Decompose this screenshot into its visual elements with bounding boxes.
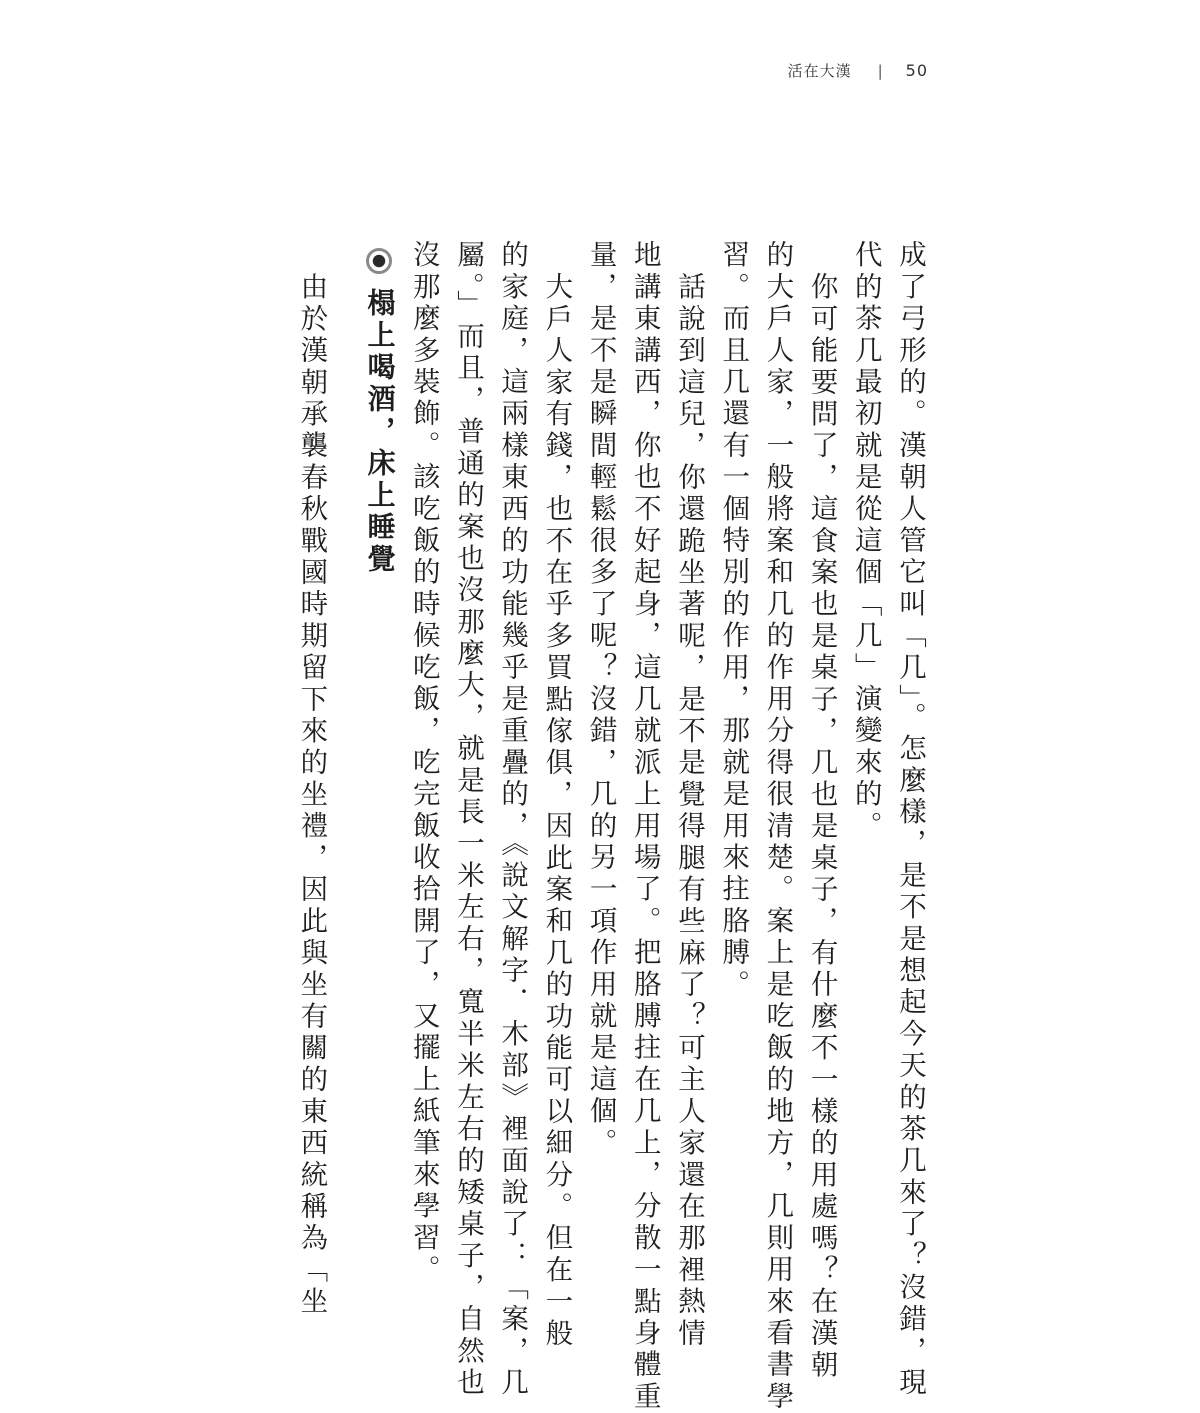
text-line: 你可能要問了，這食案也是桌子，几也是桌子，有什麼不一樣的用處嗎？在漢朝 [805,271,838,1382]
text-line: 屬。」而且，普通的案也沒那麼大，就是長一米左右，寬半米左右的矮桌子，自然也 [451,240,484,1400]
header-divider: | [877,61,884,80]
page-number: 50 [905,61,928,80]
section-heading [333,240,401,1010]
text-line: 地講東講西，你也不好起身，這几就派上用場了。把胳膊拄在几上，分散一點身體重 [628,240,661,1413]
text-line: 沒那麼多裝飾。該吃飯的時候吃飯，吃完飯收拾開了，又擺上紙筆來學習。 [407,240,440,1287]
text-line: 習。而且几還有一個特別的作用，那就是用來拄胳膊。 [717,240,750,1001]
text-line: 的大戶人家，一般將案和几的作用分得很清楚。案上是吃飯的地方，几則用來看書學 [761,240,794,1413]
text-line: 代的茶几最初就是從這個「几」演變來的。 [849,240,882,843]
vertical-text-block [289,240,932,1413]
text-line: 的家庭，這兩樣東西的功能幾乎是重疊的，《說文解字．木部》裡面說了：「案，几 [496,240,529,1400]
text-line: 大戶人家有錢，也不在乎多買點傢俱，因此案和几的功能可以細分。但在一般 [540,271,573,1350]
circle-bullet-icon [366,248,392,274]
text-line: 成了弓形的。漢朝人管它叫「几」。怎麼樣，是不是想起今天的茶几來了？沒錯，現 [894,240,926,1400]
section-heading-text: 榻上喝酒，床上睡覺 [363,288,397,576]
text-line: 話說到這兒，你還跪坐著呢，是不是覺得腿有些麻了？可主人家還在那裡熱情 [672,271,705,1350]
text-line: 量，是不是瞬間輕鬆很多了呢？沒錯，几的另一項作用就是這個。 [584,240,617,1160]
book-title: 活在大漢 [787,62,852,80]
running-header [788,60,928,81]
text-line: 由於漢朝承襲春秋戰國時期留下來的坐禮，因此與坐有關的東西統稱為「坐 [295,271,328,1318]
